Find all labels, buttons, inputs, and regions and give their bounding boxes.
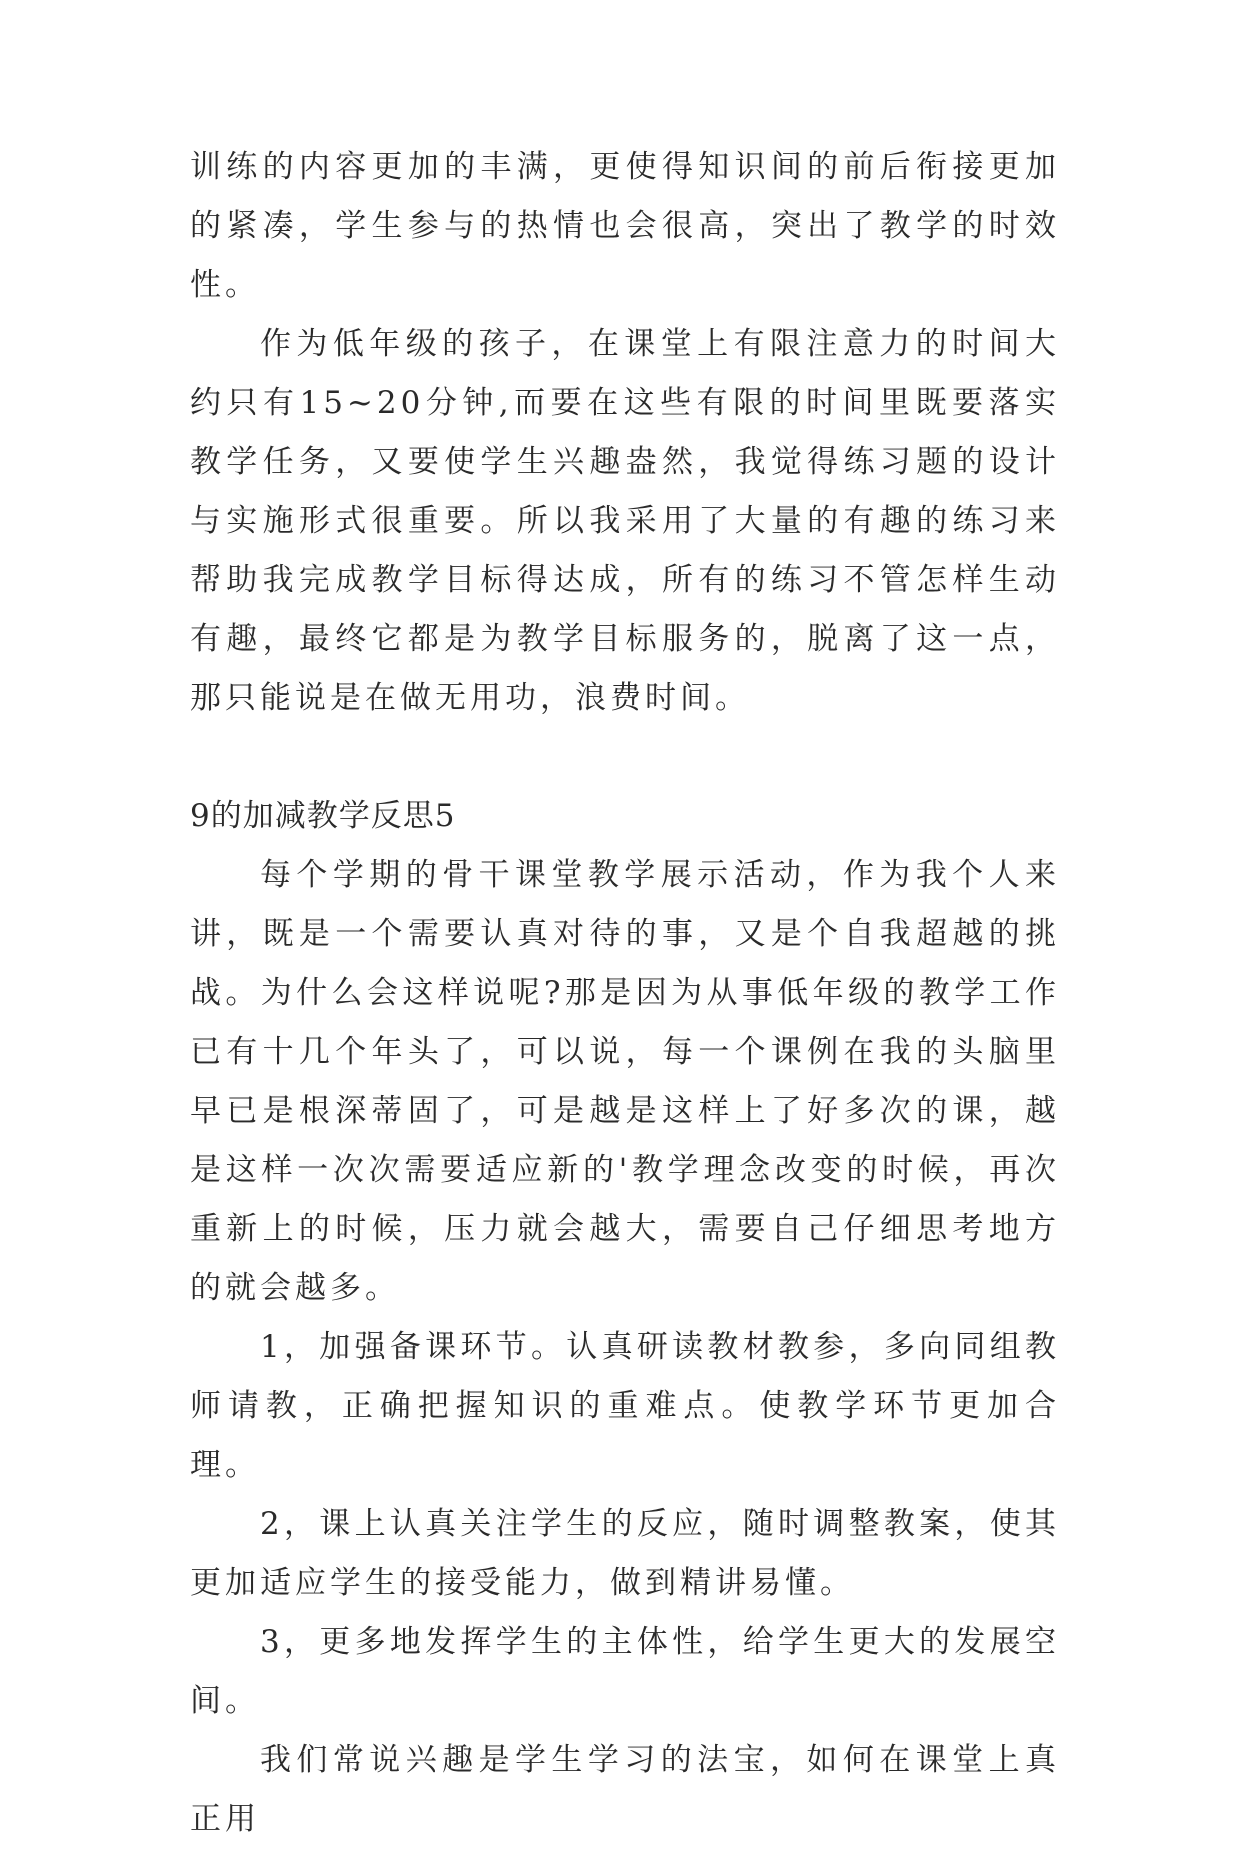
interest-paragraph: 我们常说兴趣是学生学习的法宝，如何在课堂上真正用: [190, 1742, 1060, 1837]
document-body: [190, 138, 1060, 1849]
attention-paragraph: 作为低年级的孩子，在课堂上有限注意力的时间大约只有15~20分钟,而要在这些有限的时间里既要落实教学任务，又要使学生兴趣盎然，我觉得练习题的设计与实施形式很重要。所以我采用了大量的有趣的练习来帮助我完成教学目标得达成，所有的练习不管怎样生动有趣，最终它都是为教学目标服务的，脱离了这一点，那只能说是在做无用功，浪费时间。: [190, 326, 1060, 716]
section-title: 9的加减教学反思5: [190, 798, 456, 834]
point-1-paragraph: 1，加强备课环节。认真研读教材教参，多向同组教师请教，正确把握知识的重难点。使教学环节更加合理。: [190, 1329, 1060, 1483]
intro-paragraph: 每个学期的骨干课堂教学展示活动，作为我个人来讲，既是一个需要认真对待的事，又是个自我超越的挑战。为什么会这样说呢?那是因为从事低年级的教学工作已有十几个年头了，可以说，每一个课例在我的头脑里早已是根深蒂固了，可是越是这样上了好多次的课，越是这样一次次需要适应新的'教学理念改变的时候，再次重新上的时候，压力就会越大，需要自己仔细思考地方的就会越多。: [190, 857, 1060, 1306]
continuation-paragraph: 训练的内容更加的丰满，更使得知识间的前后衔接更加的紧凑，学生参与的热情也会很高，突出了教学的时效性。: [190, 149, 1060, 303]
point-3-paragraph: 3，更多地发挥学生的主体性，给学生更大的发展空间。: [190, 1624, 1060, 1719]
point-2-paragraph: 2，课上认真关注学生的反应，随时调整教案，使其更加适应学生的接受能力，做到精讲易懂。: [190, 1506, 1060, 1601]
